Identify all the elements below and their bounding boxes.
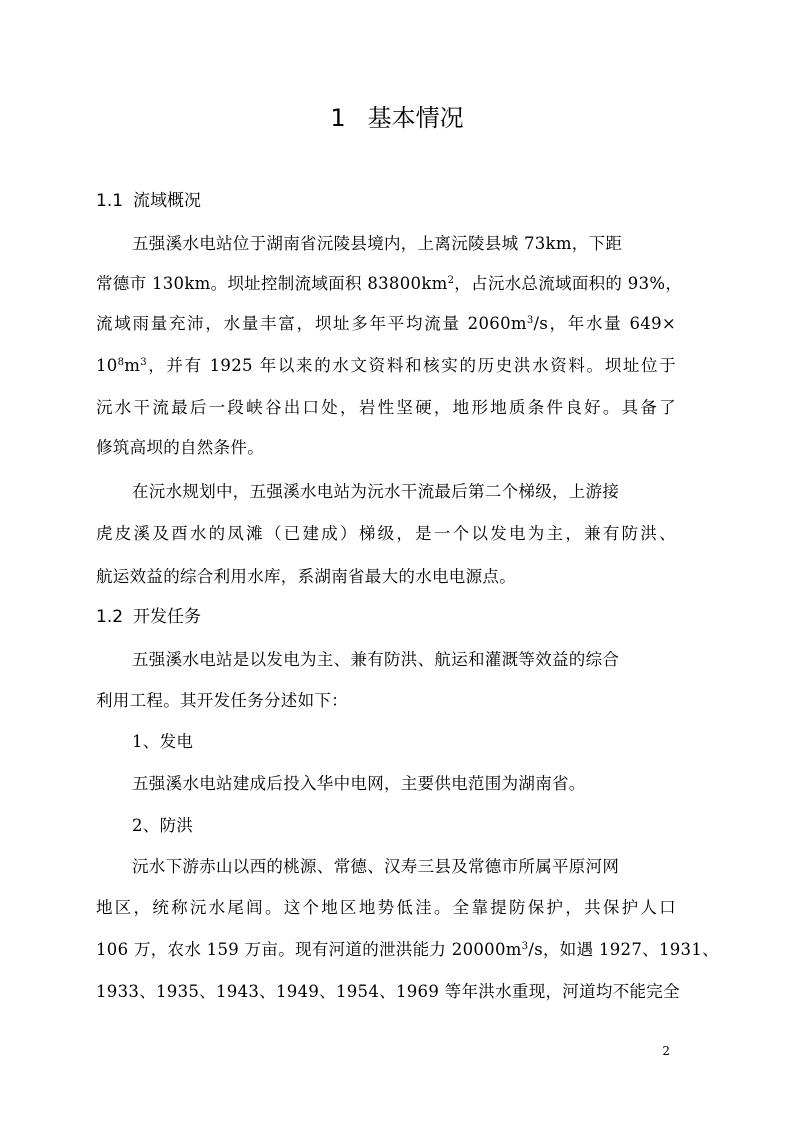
paragraph-line: 虎皮溪及酉水的凤滩（已建成）梯级，是一个以发电为主，兼有防洪、 — [96, 524, 676, 543]
section-heading-basin — [96, 188, 201, 214]
section-heading-text: 开发任务 — [133, 607, 202, 627]
paragraph-line: 五强溪水电站是以发电为主、兼有防洪、航运和灌溉等效益的综合 — [132, 650, 620, 669]
paragraph-line: 106 万，农水 159 万亩。现有河道的泄洪能力 $20000m^3/s$，如遇 1927、1931、 — [96, 940, 719, 959]
paragraph-line: 沅水干流最后一段峡谷出口处，岩性坚硬，地形地质条件良好。具备了 — [96, 398, 676, 417]
chapter-title-text: 基本情况 — [367, 104, 464, 132]
section-heading-text: 流域概况 — [133, 191, 202, 211]
section-heading-tasks — [96, 604, 201, 630]
paragraph-line: 流域雨量充沛，水量丰富，坝址多年平均流量 $2060m^3/s$，年水量 649× — [96, 314, 677, 333]
paragraph-line: 沅水下游赤山以西的桃源、常德、汉寿三县及常德市所属平原河网 — [132, 857, 620, 876]
paragraph-line: 五强溪水电站位于湖南省沅陵县境内，上离沅陵县城 73km，下距 — [132, 234, 623, 253]
chapter-title — [0, 100, 794, 136]
chapter-number: 1 — [330, 104, 346, 132]
paragraph-line: 航运效益的综合利用水库，系湖南省最大的水电电源点。 — [96, 567, 516, 586]
paragraph-line: 1933、1935、1943、1949、1954、1969 等年洪水重现，河道均不能完全 — [96, 982, 680, 1001]
list-item-label: 1、发电 — [132, 732, 194, 751]
paragraph-line: $10^8m^3$，并有 1925 年以来的水文资料和核实的历史洪水资料。坝址位于 — [96, 356, 676, 375]
paragraph-line: 地区，统称沅水尾闾。这个地区地势低洼。全靠提防保护，共保护人口 — [96, 898, 676, 917]
list-item-label: 2、防洪 — [132, 816, 194, 835]
paragraph-line: 五强溪水电站建成后投入华中电网，主要供电范围为湖南省。 — [132, 774, 586, 793]
section-number: 1.2 — [96, 607, 124, 627]
paragraph-line: 在沅水规划中，五强溪水电站为沅水干流最后第二个梯级，上游接 — [132, 482, 620, 501]
section-number: 1.1 — [96, 191, 124, 211]
paragraph-line: 利用工程。其开发任务分述如下： — [96, 691, 348, 710]
page-number: 2 — [662, 1044, 670, 1058]
paragraph-line: 修筑高坝的自然条件。 — [96, 438, 264, 457]
paragraph-line: 常德市 130km。坝址控制流域面积 $83800km^2$，占沅水总流域面积的 93%， — [96, 274, 683, 293]
